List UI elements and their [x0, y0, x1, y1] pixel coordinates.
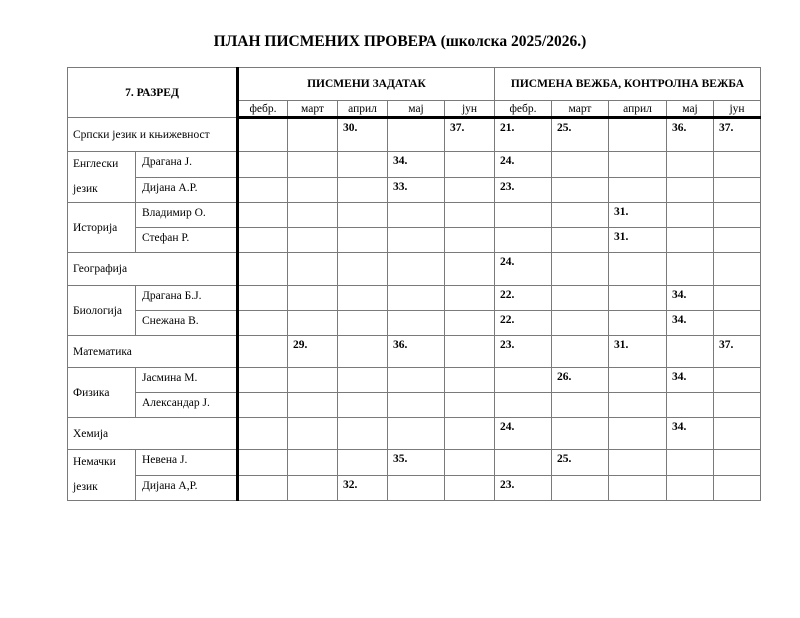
- test-date-cell: 37.: [714, 336, 761, 368]
- subject-row: [68, 311, 761, 336]
- test-plan-table: [67, 67, 761, 501]
- test-date-cell: [714, 393, 761, 418]
- test-date-cell: 37.: [714, 118, 761, 152]
- test-date-cell: [495, 393, 552, 418]
- teacher-name: Драгана Ј.: [136, 152, 238, 178]
- test-date-cell: [714, 450, 761, 476]
- subject-name: Географија: [68, 253, 238, 286]
- subject-row: [68, 286, 761, 311]
- month-header: јун: [445, 101, 495, 118]
- subject-row: [68, 336, 761, 368]
- test-date-cell: [445, 311, 495, 336]
- test-date-cell: [388, 286, 445, 311]
- month-header: фебр.: [238, 101, 288, 118]
- test-date-cell: [238, 203, 288, 228]
- subject-name: Биологија: [68, 286, 136, 336]
- subject-name: Хемија: [68, 418, 238, 450]
- test-date-cell: [288, 418, 338, 450]
- subject-name-line: језик: [73, 481, 98, 493]
- test-date-cell: [552, 476, 609, 501]
- test-date-cell: [238, 336, 288, 368]
- test-date-cell: 24.: [495, 152, 552, 178]
- subject-row: [68, 253, 761, 286]
- test-date-cell: 37.: [445, 118, 495, 152]
- test-date-cell: [388, 311, 445, 336]
- test-date-cell: [288, 152, 338, 178]
- test-date-cell: 36.: [667, 118, 714, 152]
- test-date-cell: [445, 203, 495, 228]
- test-date-cell: [714, 311, 761, 336]
- test-date-cell: [667, 253, 714, 286]
- test-date-cell: 34.: [667, 286, 714, 311]
- teacher-name: Владимир О.: [136, 203, 238, 228]
- month-header: мај: [667, 101, 714, 118]
- test-date-cell: [338, 152, 388, 178]
- test-date-cell: 32.: [338, 476, 388, 501]
- test-date-cell: [445, 152, 495, 178]
- test-date-cell: [667, 450, 714, 476]
- test-date-cell: 31.: [609, 228, 667, 253]
- test-date-cell: [388, 253, 445, 286]
- test-date-cell: [238, 418, 288, 450]
- test-date-cell: [388, 418, 445, 450]
- test-date-cell: [445, 393, 495, 418]
- test-date-cell: 29.: [288, 336, 338, 368]
- test-date-cell: [338, 393, 388, 418]
- test-date-cell: [238, 228, 288, 253]
- test-date-cell: [714, 253, 761, 286]
- test-date-cell: 25.: [552, 450, 609, 476]
- test-date-cell: [338, 368, 388, 393]
- test-date-cell: [609, 177, 667, 203]
- test-date-cell: [495, 228, 552, 253]
- test-date-cell: [388, 393, 445, 418]
- test-date-cell: [288, 476, 338, 501]
- subject-name: Физика: [68, 368, 136, 418]
- test-date-cell: [288, 368, 338, 393]
- test-date-cell: 24.: [495, 418, 552, 450]
- test-date-cell: [388, 476, 445, 501]
- test-date-cell: [288, 311, 338, 336]
- subject-row: [68, 450, 761, 476]
- test-date-cell: [609, 286, 667, 311]
- test-date-cell: [714, 286, 761, 311]
- test-date-cell: [338, 286, 388, 311]
- subject-row: [68, 228, 761, 253]
- test-date-cell: [288, 118, 338, 152]
- subject-row: [68, 203, 761, 228]
- header-row-groups: [68, 68, 761, 101]
- subject-name: Математика: [68, 336, 238, 368]
- test-date-cell: [238, 450, 288, 476]
- test-date-cell: 34.: [388, 152, 445, 178]
- test-date-cell: [445, 253, 495, 286]
- test-date-cell: [609, 118, 667, 152]
- test-date-cell: [552, 418, 609, 450]
- test-date-cell: [552, 177, 609, 203]
- subject-row: [68, 152, 761, 178]
- teacher-name: Дијана А.Р.: [136, 177, 238, 203]
- group-header-written-exercise: ПИСМЕНА ВЕЖБА, КОНТРОЛНА ВЕЖБА: [495, 68, 761, 101]
- subject-row: [68, 177, 761, 203]
- subject-name: [68, 450, 136, 501]
- test-date-cell: [667, 228, 714, 253]
- test-date-cell: [445, 336, 495, 368]
- teacher-name: Стефан Р.: [136, 228, 238, 253]
- test-date-cell: [288, 393, 338, 418]
- test-date-cell: [445, 286, 495, 311]
- test-date-cell: [552, 253, 609, 286]
- test-date-cell: [667, 177, 714, 203]
- test-date-cell: 30.: [338, 118, 388, 152]
- test-date-cell: 31.: [609, 203, 667, 228]
- month-header: мај: [388, 101, 445, 118]
- test-date-cell: [288, 203, 338, 228]
- teacher-name: Јасмина М.: [136, 368, 238, 393]
- test-date-cell: [238, 253, 288, 286]
- test-date-cell: 23.: [495, 336, 552, 368]
- test-date-cell: [445, 177, 495, 203]
- test-date-cell: [238, 118, 288, 152]
- month-header: март: [552, 101, 609, 118]
- test-date-cell: 21.: [495, 118, 552, 152]
- teacher-name: Дијана А,Р.: [136, 476, 238, 501]
- subject-name: [68, 152, 136, 203]
- test-date-cell: [338, 177, 388, 203]
- subject-name-line: Немачки: [73, 456, 116, 468]
- test-date-cell: [714, 152, 761, 178]
- test-date-cell: [445, 228, 495, 253]
- test-date-cell: [445, 368, 495, 393]
- subject-row: [68, 418, 761, 450]
- test-date-cell: [667, 476, 714, 501]
- test-date-cell: [552, 152, 609, 178]
- subject-row: [68, 368, 761, 393]
- test-date-cell: [338, 253, 388, 286]
- test-date-cell: 23.: [495, 177, 552, 203]
- test-date-cell: [609, 368, 667, 393]
- test-date-cell: [388, 118, 445, 152]
- test-date-cell: [714, 228, 761, 253]
- test-date-cell: [667, 393, 714, 418]
- test-date-cell: [238, 177, 288, 203]
- group-header-written-task: ПИСМЕНИ ЗАДАТАК: [238, 68, 495, 101]
- test-date-cell: [238, 393, 288, 418]
- test-date-cell: [445, 476, 495, 501]
- teacher-name: Невена Ј.: [136, 450, 238, 476]
- test-date-cell: [609, 311, 667, 336]
- subject-row: [68, 393, 761, 418]
- test-date-cell: [609, 152, 667, 178]
- test-date-cell: [714, 418, 761, 450]
- teacher-name: Снежана В.: [136, 311, 238, 336]
- test-date-cell: [238, 152, 288, 178]
- test-date-cell: [288, 450, 338, 476]
- subject-row: [68, 118, 761, 152]
- test-date-cell: 34.: [667, 418, 714, 450]
- test-date-cell: 34.: [667, 368, 714, 393]
- test-date-cell: [388, 368, 445, 393]
- test-date-cell: 22.: [495, 311, 552, 336]
- test-date-cell: [552, 311, 609, 336]
- test-date-cell: [609, 418, 667, 450]
- test-date-cell: [338, 203, 388, 228]
- test-date-cell: [667, 203, 714, 228]
- subject-name: Историја: [68, 203, 136, 253]
- subject-name-line: Енглески: [73, 158, 119, 170]
- test-date-cell: 23.: [495, 476, 552, 501]
- test-date-cell: [714, 476, 761, 501]
- page-title: ПЛАН ПИСМЕНИХ ПРОВЕРА (школска 2025/2026.): [213, 33, 587, 50]
- test-date-cell: [338, 336, 388, 368]
- test-date-cell: [388, 203, 445, 228]
- test-date-cell: [552, 336, 609, 368]
- test-date-cell: [552, 228, 609, 253]
- subject-row: [68, 476, 761, 501]
- test-date-cell: [445, 450, 495, 476]
- test-date-cell: [609, 393, 667, 418]
- test-date-cell: 25.: [552, 118, 609, 152]
- month-header: март: [288, 101, 338, 118]
- test-date-cell: [338, 311, 388, 336]
- test-date-cell: [495, 203, 552, 228]
- test-date-cell: [609, 450, 667, 476]
- test-date-cell: [552, 203, 609, 228]
- test-date-cell: [552, 286, 609, 311]
- test-date-cell: [445, 418, 495, 450]
- test-date-cell: [338, 228, 388, 253]
- test-date-cell: 33.: [388, 177, 445, 203]
- test-date-cell: [714, 203, 761, 228]
- teacher-name: Александар Ј.: [136, 393, 238, 418]
- test-date-cell: [288, 286, 338, 311]
- test-date-cell: [609, 476, 667, 501]
- test-date-cell: [338, 450, 388, 476]
- test-date-cell: [495, 368, 552, 393]
- test-date-cell: [495, 450, 552, 476]
- test-date-cell: [288, 228, 338, 253]
- month-header: април: [338, 101, 388, 118]
- test-date-cell: [238, 476, 288, 501]
- test-date-cell: 36.: [388, 336, 445, 368]
- teacher-name: Драгана Б.Ј.: [136, 286, 238, 311]
- test-date-cell: [609, 253, 667, 286]
- month-header: фебр.: [495, 101, 552, 118]
- test-date-cell: [552, 393, 609, 418]
- test-date-cell: 34.: [667, 311, 714, 336]
- test-date-cell: [338, 418, 388, 450]
- test-date-cell: [667, 152, 714, 178]
- month-header: април: [609, 101, 667, 118]
- test-date-cell: [714, 177, 761, 203]
- test-date-cell: 26.: [552, 368, 609, 393]
- grade-label: 7. РАЗРЕД: [68, 68, 238, 118]
- subject-name-line: језик: [73, 183, 98, 195]
- subject-name: Српски језик и књижевност: [68, 118, 238, 152]
- test-date-cell: 31.: [609, 336, 667, 368]
- month-header: јун: [714, 101, 761, 118]
- test-date-cell: [714, 368, 761, 393]
- test-date-cell: [238, 286, 288, 311]
- test-date-cell: [238, 311, 288, 336]
- test-date-cell: [288, 177, 338, 203]
- test-date-cell: [238, 368, 288, 393]
- test-date-cell: [667, 336, 714, 368]
- test-date-cell: [388, 228, 445, 253]
- test-date-cell: 35.: [388, 450, 445, 476]
- test-date-cell: 24.: [495, 253, 552, 286]
- test-date-cell: 22.: [495, 286, 552, 311]
- test-date-cell: [288, 253, 338, 286]
